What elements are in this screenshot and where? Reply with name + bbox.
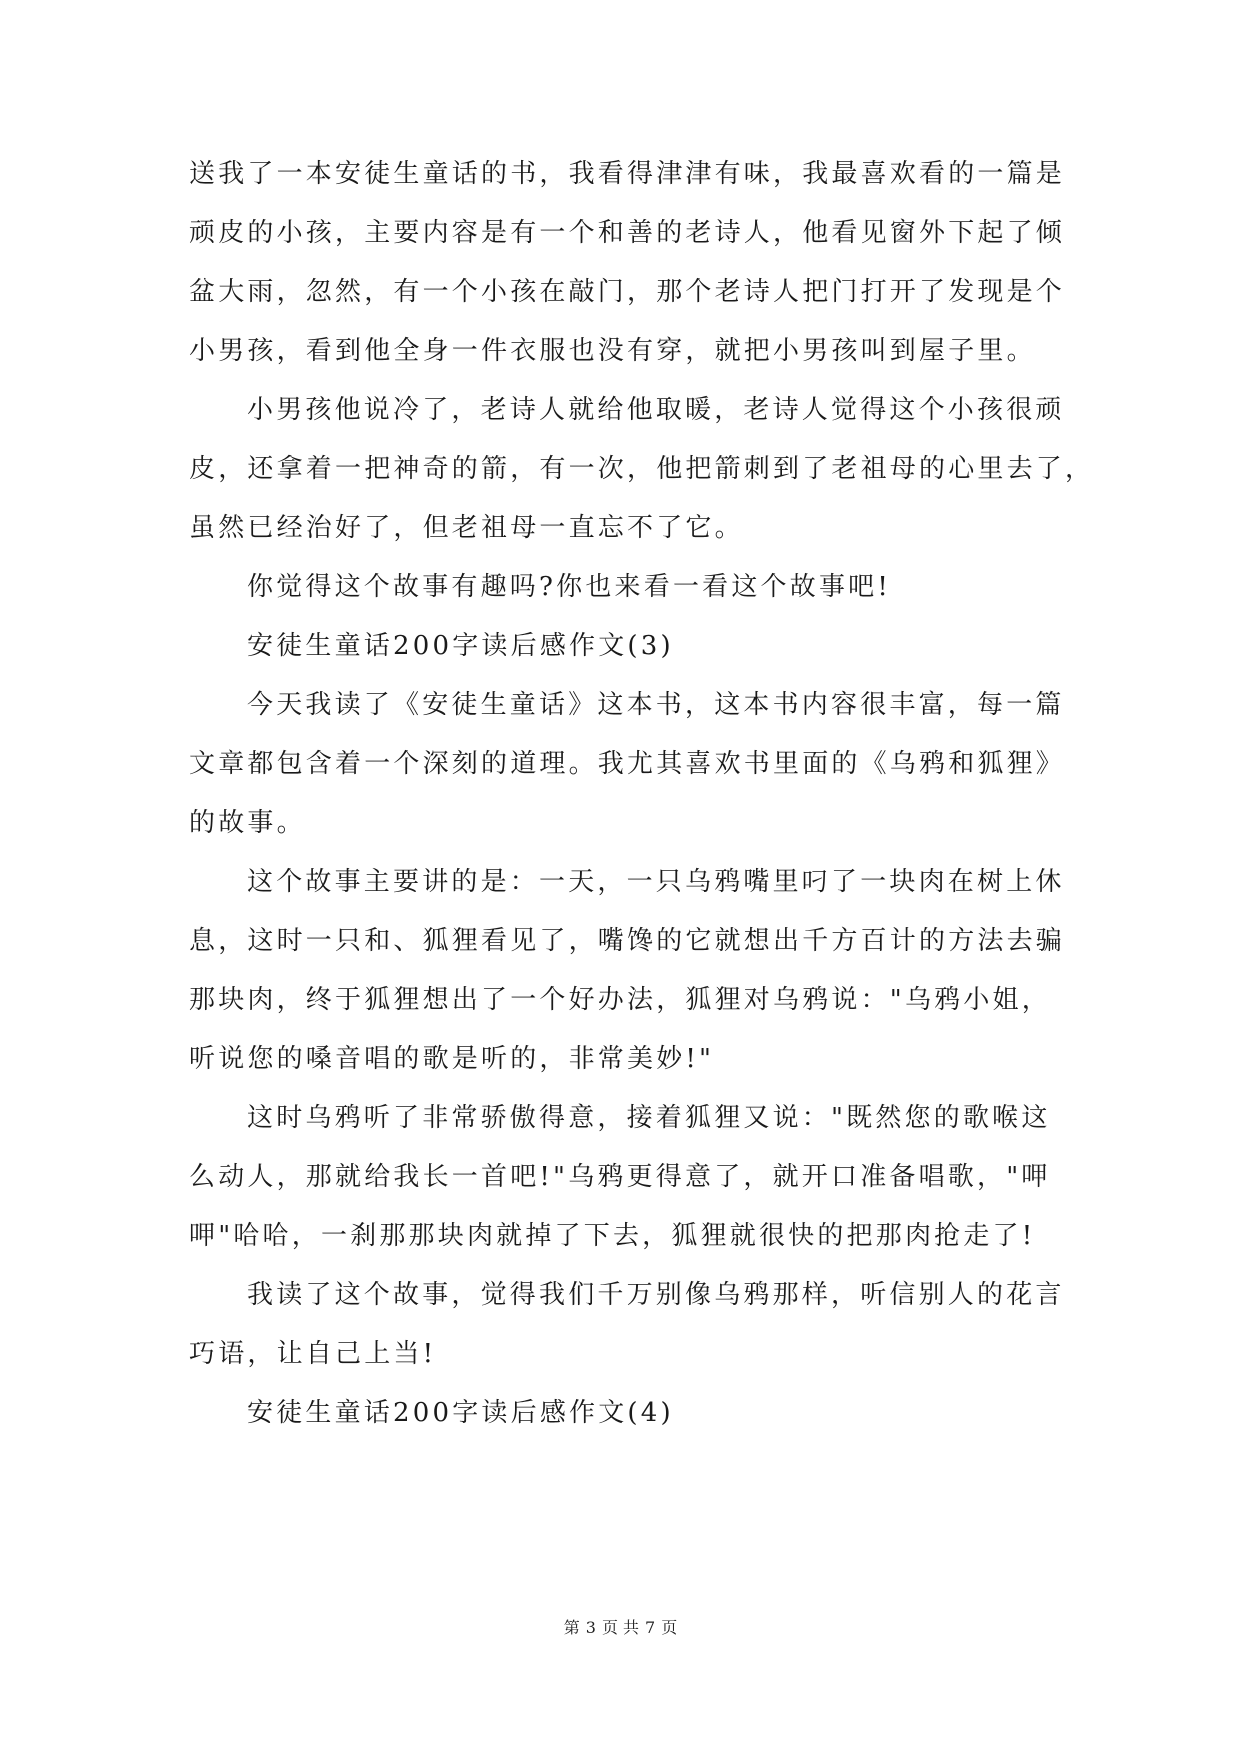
text-line: 送我了一本安徒生童话的书，我看得津津有味，我最喜欢看的一篇是 [189,159,1066,189]
text-line: 呷"哈哈，一刹那那块肉就掉了下去，狐狸就很快的把那肉抢走了! [189,1221,1036,1251]
text-line: 息，这时一只和、狐狸看见了，嘴馋的它就想出千方百计的方法去骗 [189,926,1066,956]
section-heading: 安徒生童话200字读后感作文(3) [247,631,674,661]
text-line: 听说您的嗓音唱的歌是听的，非常美妙!" [189,1044,715,1074]
text-line: 这时乌鸦听了非常骄傲得意，接着狐狸又说："既然您的歌喉这 [247,1103,1051,1133]
text-line: 小男孩他说冷了，老诗人就给他取暖，老诗人觉得这个小孩很顽 [247,395,1065,425]
footer-prefix: 第 [563,1618,580,1637]
footer-total-pages: 7 [645,1618,656,1637]
text-line: 么动人，那就给我长一首吧!"乌鸦更得意了，就开口准备唱歌，"呷 [189,1162,1051,1192]
text-line: 小男孩，看到他全身一件衣服也没有穿，就把小男孩叫到屋子里。 [189,336,1036,366]
text-line: 你觉得这个故事有趣吗?你也来看一看这个故事吧! [247,572,891,602]
text-line: 巧语，让自己上当! [189,1339,437,1369]
text-line: 今天我读了《安徒生童话》这本书，这本书内容很丰富，每一篇 [247,690,1065,720]
text-line: 这个故事主要讲的是：一天，一只乌鸦嘴里叼了一块肉在树上休 [247,867,1065,897]
text-line: 虽然已经治好了，但老祖母一直忘不了它。 [189,513,744,543]
text-line: 顽皮的小孩，主要内容是有一个和善的老诗人，他看见窗外下起了倾 [189,218,1066,248]
text-line: 盆大雨，忽然，有一个小孩在敲门，那个老诗人把门打开了发现是个 [189,277,1066,307]
text-line: 文章都包含着一个深刻的道理。我尤其喜欢书里面的《乌鸦和狐狸》 [189,749,1066,779]
text-line: 的故事。 [189,808,306,838]
text-line: 那块肉，终于狐狸想出了一个好办法，狐狸对乌鸦说："乌鸦小姐， [189,985,1051,1015]
footer-middle: 页 共 [601,1618,640,1637]
footer-page-number: 3 [585,1618,596,1637]
page-footer [0,1616,1241,1640]
text-line: 皮，还拿着一把神奇的箭，有一次，他把箭刺到了老祖母的心里去了， [189,454,1095,484]
section-heading: 安徒生童话200字读后感作文(4) [247,1398,674,1428]
text-line: 我读了这个故事，觉得我们千万别像乌鸦那样，听信别人的花言 [247,1280,1065,1310]
footer-suffix: 页 [661,1618,678,1637]
